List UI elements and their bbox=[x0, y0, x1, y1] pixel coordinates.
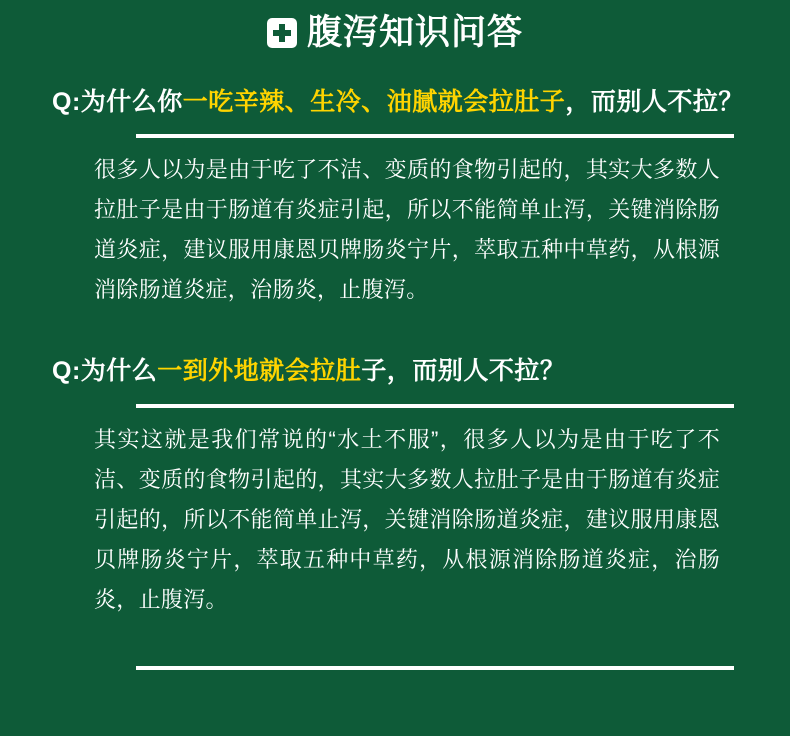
question-highlight: 一吃辛辣、生冷、油腻就会拉肚子 bbox=[182, 87, 566, 116]
medical-cross-icon bbox=[267, 18, 297, 48]
question-part-1: 为什么 bbox=[80, 357, 158, 386]
question-label: Q: bbox=[52, 357, 81, 386]
bottom-divider bbox=[136, 666, 734, 670]
question-part-1: 为什么你 bbox=[80, 87, 183, 116]
question-part-2: ，而别人不拉？ bbox=[565, 87, 744, 116]
answer-text: 其实这就是我们常说的“水土不服”，很多人以为是由于吃了不洁、变质的食物引起的，其实大多数人拉肚子是由于肠道有炎症引起的，所以不能简单止泻，关键消除肠道炎症，建议服用康恩贝牌肠炎宁片，萃取五种中草药，从根源消除肠道炎症，治肠炎，止腹泻。 bbox=[94, 426, 720, 612]
question-label: Q: bbox=[52, 87, 81, 116]
question-highlight: 一到外地就会拉肚 bbox=[157, 357, 362, 386]
question-text bbox=[52, 354, 752, 390]
page-header bbox=[0, 0, 790, 59]
question-part-2: 子，而别人不拉？ bbox=[361, 357, 566, 386]
qa-item bbox=[48, 85, 752, 311]
answer-text: 很多人以为是由于吃了不洁、变质的食物引起的，其实大多数人拉肚子是由于肠道有炎症引起，所以不能简单止泻，关键消除肠道炎症，建议服用康恩贝牌肠炎宁片，萃取五种中草药，从根源消除肠道炎症，治肠炎，止腹泻。 bbox=[94, 157, 720, 303]
qa-divider bbox=[136, 404, 734, 408]
qa-list bbox=[0, 85, 790, 670]
question-text bbox=[52, 85, 752, 121]
qa-item bbox=[48, 354, 752, 620]
qa-divider bbox=[136, 134, 734, 138]
page-title: 腹泻知识问答 bbox=[306, 13, 523, 52]
